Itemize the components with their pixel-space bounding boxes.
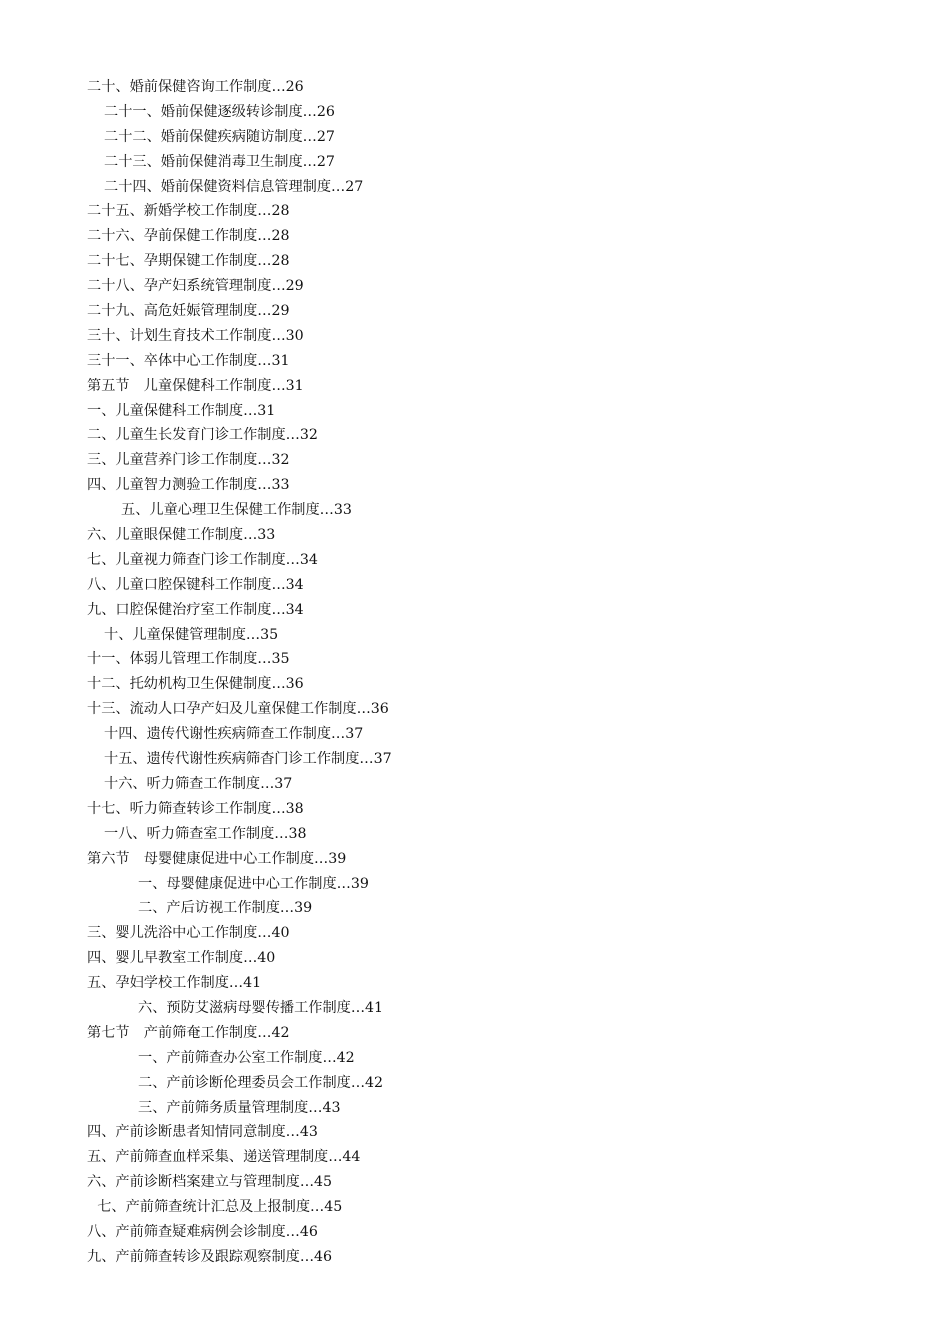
toc-entry[interactable] <box>87 100 827 125</box>
toc-entry-title: 五、孕妇学校工作制度 <box>87 975 229 992</box>
toc-page-number: 37 <box>274 775 293 792</box>
toc-dot-leader: … <box>336 875 351 892</box>
toc-page-number: 29 <box>271 303 290 320</box>
toc-entry[interactable] <box>87 847 827 872</box>
toc-page-number: 27 <box>316 128 335 145</box>
toc-page-number: 35 <box>271 651 290 668</box>
toc-entry[interactable] <box>87 473 827 498</box>
toc-entry[interactable] <box>87 125 827 150</box>
toc-page-number: 42 <box>271 1024 290 1041</box>
toc-dot-leader: … <box>356 701 371 718</box>
toc-dot-leader: … <box>271 327 286 344</box>
toc-entry-title: 二十三、婚前保健消毒卫生制度 <box>104 153 303 170</box>
toc-dot-leader: … <box>257 651 272 668</box>
toc-entry[interactable] <box>87 374 827 399</box>
toc-page-number: 39 <box>328 850 347 867</box>
toc-dot-leader: … <box>274 825 289 842</box>
toc-page-number: 32 <box>299 427 318 444</box>
toc-entry-title: 二、产后访视工作制度 <box>138 900 280 917</box>
toc-entry-title: 第七节 产前筛奄工作制度 <box>87 1024 258 1041</box>
toc-entry-title: 二十九、高危妊娠管理制度 <box>87 303 258 320</box>
toc-dot-leader: … <box>257 253 272 270</box>
toc-entry-title: 四、儿童智力测验工作制度 <box>87 477 258 494</box>
toc-entry[interactable] <box>87 1096 827 1121</box>
toc-entry-title: 六、预防艾滋病母婴传播工作制度 <box>138 999 351 1016</box>
toc-entry-title: 五、儿童心理卫生保健工作制度 <box>121 502 320 519</box>
toc-entry-title: 十七、听力筛查转诊工作制度 <box>87 800 272 817</box>
toc-page-number: 46 <box>314 1248 333 1265</box>
toc-page-number: 43 <box>322 1099 341 1116</box>
toc-dot-leader: … <box>302 153 317 170</box>
toc-entry-title: 十、儿童保健管理制度 <box>104 626 246 643</box>
toc-entry[interactable] <box>87 349 827 374</box>
toc-entry-title: 三、儿童营养门诊工作制度 <box>87 452 258 469</box>
toc-dot-leader: … <box>243 402 258 419</box>
toc-dot-leader: … <box>271 601 286 618</box>
toc-entry-title: 六、产前诊断档案建立与管理制度 <box>87 1174 300 1191</box>
toc-entry-title: 一、母婴健康促进中心工作制度 <box>138 875 337 892</box>
toc-page-number: 33 <box>333 502 352 519</box>
toc-entry[interactable] <box>87 1170 827 1195</box>
toc-entry[interactable] <box>87 921 827 946</box>
toc-entry-title: 五、产前筛查血样采集、递送管理制度 <box>87 1149 329 1166</box>
toc-dot-leader: … <box>299 1174 315 1191</box>
toc-dot-leader: … <box>260 775 275 792</box>
toc-entry-title: 一、产前筛查办公室工作制度 <box>138 1049 323 1066</box>
toc-entry[interactable] <box>87 75 827 100</box>
toc-entry[interactable] <box>87 249 827 274</box>
toc-entry-title: 十一、体弱儿管理工作制度 <box>87 651 258 668</box>
toc-dot-leader: … <box>310 1199 325 1216</box>
toc-entry[interactable] <box>87 299 827 324</box>
toc-entry-title: 九、口腔保健治疗室工作制度 <box>87 601 272 618</box>
toc-page-number: 36 <box>285 676 304 693</box>
toc-page-number: 44 <box>342 1149 361 1166</box>
toc-entry-title: 八、儿童口腔保键科工作制度 <box>87 576 272 593</box>
toc-entry-title: 六、儿童眼保健工作制度 <box>87 527 244 544</box>
toc-page-number: 36 <box>370 701 389 718</box>
toc-entry[interactable] <box>87 1245 827 1270</box>
toc-entry[interactable] <box>87 399 827 424</box>
toc-entry-title: 二十八、孕产妇系统管理制度 <box>87 278 272 295</box>
toc-dot-leader: … <box>271 800 286 817</box>
toc-page-number: 31 <box>285 377 304 394</box>
toc-entry[interactable] <box>87 224 827 249</box>
toc-page-number: 40 <box>271 925 290 942</box>
toc-entry[interactable] <box>87 523 827 548</box>
toc-entry-title: 第五节 儿童保健科工作制度 <box>87 377 272 394</box>
toc-entry[interactable] <box>87 672 827 697</box>
toc-dot-leader: … <box>350 1074 366 1091</box>
toc-entry-title: 二、产前诊断伦理委员会工作制度 <box>138 1074 351 1091</box>
toc-dot-leader: … <box>279 900 295 917</box>
toc-entry-title: 三、产前筛务质量管理制度 <box>138 1099 309 1116</box>
toc-entry[interactable] <box>87 647 827 672</box>
toc-dot-leader: … <box>228 975 244 992</box>
toc-entry[interactable] <box>87 1046 827 1071</box>
toc-dot-leader: … <box>285 551 300 568</box>
toc-dot-leader: … <box>328 1149 343 1166</box>
toc-page-number: 45 <box>324 1199 343 1216</box>
toc-entry-title: 三十一、卒体中心工作制度 <box>87 352 258 369</box>
toc-page-number: 35 <box>260 626 279 643</box>
toc-page-number: 33 <box>257 527 276 544</box>
toc-page-number: 29 <box>285 278 304 295</box>
toc-page-number: 43 <box>299 1124 318 1141</box>
toc-entry[interactable] <box>87 598 827 623</box>
toc-dot-leader: … <box>322 1049 337 1066</box>
toc-entry-title: 第六节 母婴健康促进中心工作制度 <box>87 850 315 867</box>
toc-dot-leader: … <box>271 576 286 593</box>
toc-entry-title: 四、婴儿早教室工作制度 <box>87 950 244 967</box>
toc-entry-title: 七、儿童视力筛查门诊工作制度 <box>87 551 286 568</box>
toc-entry-title: 十二、托幼机构卫生保健制度 <box>87 676 272 693</box>
toc-dot-leader: … <box>257 203 272 220</box>
toc-page-number: 40 <box>257 950 276 967</box>
toc-page-number: 27 <box>345 178 364 195</box>
toc-entry[interactable] <box>87 747 827 772</box>
toc-page-number: 34 <box>285 576 304 593</box>
toc-entry-title: 二十、婚前保健咨询工作制度 <box>87 79 272 95</box>
toc-entry-title: 八、产前筛查疑难病例会诊制度 <box>87 1223 286 1240</box>
toc-page-number: 33 <box>271 477 290 494</box>
toc-dot-leader: … <box>285 427 300 444</box>
toc-entry-title: 十三、流动人口孕产妇及儿童保健工作制度 <box>87 701 357 718</box>
toc-dot-leader: … <box>257 352 272 369</box>
toc-entry-title: 二十七、孕期保键工作制度 <box>87 253 258 270</box>
toc-entry[interactable] <box>87 175 827 200</box>
toc-entry-title: 七、产前筛查统计汇总及上报制度 <box>97 1199 311 1216</box>
toc-dot-leader: … <box>271 377 286 394</box>
toc-entry[interactable] <box>87 896 827 921</box>
toc-entry-title: 三十、计划生育技术工作制度 <box>87 327 272 344</box>
toc-page-number: 37 <box>345 726 364 743</box>
toc-entry[interactable] <box>87 872 827 897</box>
toc-page-number: 46 <box>299 1223 318 1240</box>
toc-entry-title: 九、产前筛查转诊及跟踪观察制度 <box>87 1248 300 1265</box>
toc-page-number: 37 <box>373 751 392 768</box>
toc-dot-leader: … <box>350 999 366 1016</box>
toc-page-number: 34 <box>299 551 318 568</box>
toc-entry[interactable] <box>87 1195 827 1220</box>
toc-entry-title: 四、产前诊断患者知情同意制度 <box>87 1124 286 1141</box>
toc-entry[interactable] <box>87 722 827 747</box>
toc-entry[interactable] <box>87 199 827 224</box>
toc-dot-leader: … <box>257 303 272 320</box>
toc-dot-leader: … <box>285 1223 300 1240</box>
toc-entry[interactable] <box>87 946 827 971</box>
toc-page-number: 28 <box>271 228 290 245</box>
toc-entry-title: 十五、遗传代谢性疾病筛杳门诊工作制度 <box>104 751 360 768</box>
toc-entry[interactable] <box>87 1021 827 1046</box>
toc-page-number: 39 <box>350 875 369 892</box>
toc-page-number: 38 <box>285 800 304 817</box>
toc-entry[interactable] <box>87 324 827 349</box>
toc-dot-leader: … <box>314 850 329 867</box>
toc-page-number: 28 <box>271 253 290 270</box>
toc-page-number: 30 <box>285 327 304 344</box>
toc-dot-leader: … <box>257 228 272 245</box>
toc-dot-leader: … <box>243 527 258 544</box>
toc-entry[interactable] <box>87 498 827 523</box>
toc-entry[interactable] <box>87 971 827 996</box>
toc-page-number: 31 <box>257 402 276 419</box>
toc-entry[interactable] <box>87 274 827 299</box>
toc-entry-title: 三、婴儿洗浴中心工作制度 <box>87 925 258 942</box>
toc-dot-leader: … <box>257 925 272 942</box>
toc-page-number: 41 <box>365 999 384 1016</box>
toc-page-number: 39 <box>294 900 313 917</box>
toc-dot-leader: … <box>257 452 272 469</box>
toc-page-number: 26 <box>285 79 304 95</box>
toc-dot-leader: … <box>302 103 317 120</box>
toc-entry-title: 十四、遗传代谢性疾病筛查工作制度 <box>104 726 332 743</box>
toc-page-number: 26 <box>316 103 335 120</box>
toc-entry-title: 二十四、婚前保健资料信息管理制度 <box>104 178 332 195</box>
toc-entry[interactable] <box>87 1220 827 1245</box>
toc-page-number: 27 <box>316 153 335 170</box>
toc-entry-title: 二十一、婚前保健逐级转诊制度 <box>104 103 303 120</box>
toc-entry-title: 二、儿童生长发育门诊工作制度 <box>87 427 286 444</box>
toc-entry[interactable] <box>87 822 827 847</box>
toc-dot-leader: … <box>271 79 286 95</box>
toc-dot-leader: … <box>257 477 272 494</box>
toc-dot-leader: … <box>331 178 346 195</box>
toc-entry[interactable] <box>87 448 827 473</box>
toc-entry-title: 十六、听力筛查工作制度 <box>104 775 261 792</box>
toc-dot-leader: … <box>359 751 374 768</box>
toc-page-number: 28 <box>271 203 290 220</box>
toc-entry-title: 一、儿童保健科工作制度 <box>87 402 244 419</box>
toc-page-number: 42 <box>336 1049 355 1066</box>
toc-page-number: 34 <box>285 601 304 618</box>
table-of-contents <box>87 75 827 1270</box>
toc-dot-leader: … <box>331 726 346 743</box>
toc-entry[interactable] <box>87 150 827 175</box>
toc-entry[interactable] <box>87 797 827 822</box>
toc-dot-leader: … <box>302 128 317 145</box>
toc-entry[interactable] <box>87 623 827 648</box>
toc-dot-leader: … <box>245 626 261 643</box>
toc-page-number: 38 <box>288 825 307 842</box>
toc-entry-title: 一八、听力筛查室工作制度 <box>104 825 275 842</box>
toc-entry[interactable] <box>87 573 827 598</box>
toc-page-number: 41 <box>243 975 262 992</box>
toc-entry-title: 二十六、孕前保健工作制度 <box>87 228 258 245</box>
toc-page-number: 42 <box>365 1074 384 1091</box>
toc-dot-leader: … <box>257 1024 272 1041</box>
toc-page-number: 31 <box>271 352 290 369</box>
toc-dot-leader: … <box>319 502 334 519</box>
toc-entry[interactable] <box>87 1120 827 1145</box>
toc-dot-leader: … <box>243 950 258 967</box>
toc-dot-leader: … <box>299 1248 315 1265</box>
toc-dot-leader: … <box>271 676 286 693</box>
toc-page-number: 32 <box>271 452 290 469</box>
toc-entry-title: 二十二、婚前保健疾病随访制度 <box>104 128 303 145</box>
toc-entry[interactable] <box>87 1071 827 1096</box>
toc-page-number: 45 <box>314 1174 333 1191</box>
toc-dot-leader: … <box>285 1124 300 1141</box>
toc-entry[interactable] <box>87 1145 827 1170</box>
toc-dot-leader: … <box>271 278 286 295</box>
toc-entry[interactable] <box>87 996 827 1021</box>
toc-entry[interactable] <box>87 772 827 797</box>
toc-entry-title: 二十五、新婚学校工作制度 <box>87 203 258 220</box>
toc-dot-leader: … <box>308 1099 323 1116</box>
toc-entry[interactable] <box>87 423 827 448</box>
toc-entry[interactable] <box>87 548 827 573</box>
toc-entry[interactable] <box>87 697 827 722</box>
